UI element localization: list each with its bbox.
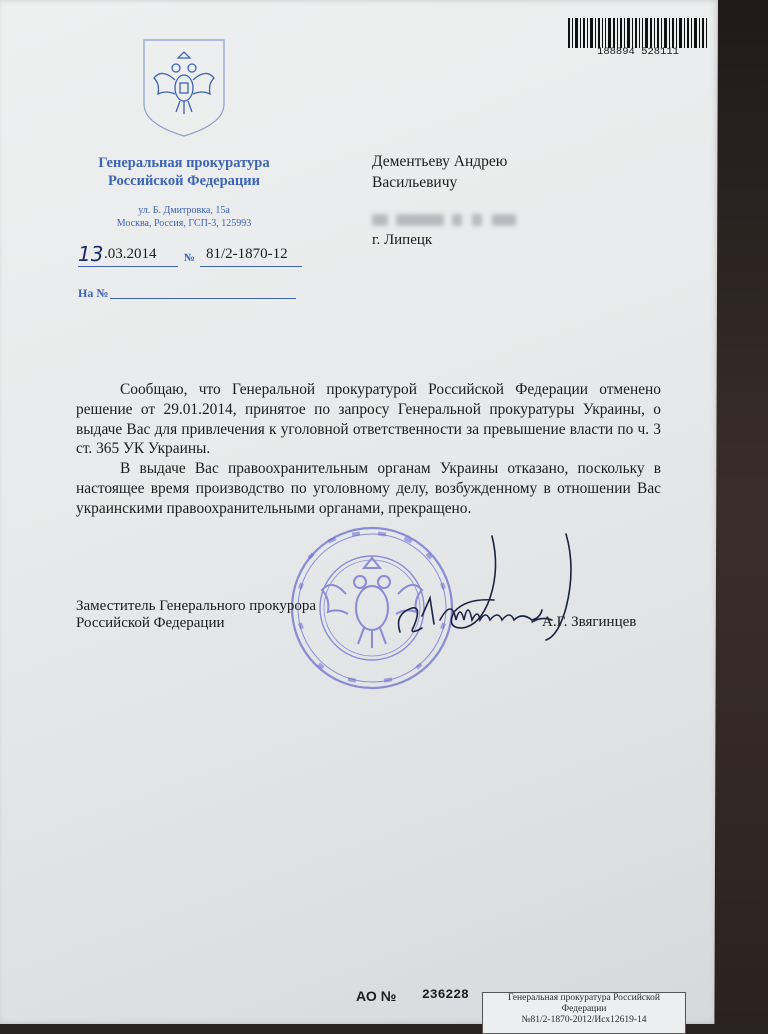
signer-title-line1: Заместитель Генерального прокурора	[76, 598, 317, 614]
address-line1: ул. Б. Дмитровка, 15а	[138, 205, 230, 216]
ao-label: АО №	[356, 988, 397, 1004]
registration-stamp	[482, 992, 686, 1034]
sender-organization	[66, 154, 302, 190]
recipient-name-line2: Васильевичу	[372, 174, 458, 191]
signer-title	[76, 598, 316, 632]
recipient-city: г. Липецк	[372, 232, 433, 248]
org-name-line1: Генеральная прокуратура	[98, 155, 270, 171]
handwritten-day: 13	[78, 242, 104, 266]
signer-name: А.Г. Звягинцев	[542, 614, 637, 630]
letter-body	[76, 380, 661, 519]
reg-line3: №81/2-1870-2012/Исх12619-14	[521, 1015, 647, 1025]
number-underline	[200, 266, 302, 267]
body-paragraph: В выдаче Вас правоохранительным органам Украины отказано, поскольку в настоящее время производство по уголовному делу, возбужденному в отношении Вас украинскими правоохранительными органами, прекращено.	[76, 460, 661, 517]
org-name-line2: Российской Федерации	[107, 173, 260, 189]
recipient-block	[372, 151, 507, 193]
redacted-address	[372, 214, 520, 228]
signer-title-line2: Российской Федерации	[76, 615, 225, 631]
background-edge	[716, 0, 768, 1024]
address-line2: Москва, Россия, ГСП-3, 125993	[116, 218, 252, 229]
reg-line2: Федерации	[561, 1004, 607, 1014]
date-number-line	[78, 242, 306, 270]
emblem-icon	[140, 38, 228, 138]
letter-date: .03.2014	[104, 246, 157, 262]
body-paragraph: Сообщаю, что Генеральной прокуратурой Российской Федерации отменено решение от 29.01.2014, принятое по запросу Генеральной прокуратуры Украины, о выдаче Вас для привлечения к уголовной ответственности за превышение власти по ч. 3 ст. 365 УК Украины.	[76, 381, 661, 458]
recipient-name-line1: Дементьеву Андрею	[372, 153, 508, 170]
reg-line1: Генеральная прокуратура Российской	[508, 993, 660, 1003]
number-label: №	[184, 252, 196, 264]
reply-reference-line	[78, 286, 296, 301]
outgoing-number: 81/2-1870-12	[206, 246, 288, 262]
sender-address	[70, 204, 298, 230]
date-underline	[78, 266, 178, 267]
reply-label: На №	[78, 286, 109, 300]
reply-underline	[110, 298, 296, 299]
ao-number: 236228	[422, 987, 469, 1002]
barcode-number: 188894 528111	[597, 46, 679, 58]
